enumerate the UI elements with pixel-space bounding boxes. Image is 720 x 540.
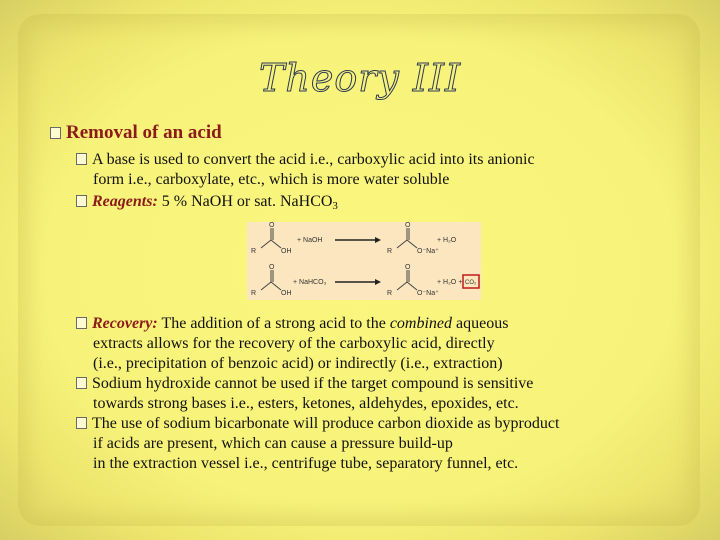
bullet-box-icon: [76, 417, 87, 429]
reaction-row-nahco3: [251, 264, 479, 297]
bullet-text: The use of sodium bicarbonate will produce carbon dioxide as byproduct: [92, 415, 560, 432]
bullet-box-icon: [50, 127, 61, 139]
water-label: + H₂O +: [437, 279, 463, 286]
reagents-label: Reagents:: [92, 193, 158, 210]
carboxylate-label: O⁻Na⁺: [417, 248, 439, 255]
bullet-box-icon: [76, 377, 87, 389]
bullet-text: towards strong bases i.e., esters, ketones, aldehydes, epoxides, etc.: [93, 395, 519, 412]
bullet-text: Sodium hydroxide cannot be used if the target compound is sensitive: [92, 375, 534, 392]
oxygen-label: O: [405, 264, 411, 271]
recovery-label: Recovery:: [92, 315, 158, 332]
heading-bullet: [50, 122, 222, 144]
bullet-text: (i.e., precipitation of benzoic acid) or indirectly (i.e., extraction): [93, 355, 503, 372]
reagent-label: + NaOH: [297, 237, 323, 244]
carboxylate-label: O⁻Na⁺: [417, 290, 439, 297]
bullet-recovery: [76, 314, 676, 374]
bullet-base: [76, 150, 676, 190]
reagent-label: + NaHCO₃: [293, 279, 327, 286]
oh-label: OH: [281, 290, 292, 297]
bullet-text: in the extraction vessel i.e., centrifuge tube, separatory funnel, etc.: [93, 455, 519, 472]
reagents-text: 5 % NaOH or sat. NaHCO: [157, 193, 333, 210]
water-label: + H₂O: [437, 237, 457, 244]
bullet-bicarbonate: [76, 414, 676, 474]
oxygen-label: O: [269, 222, 275, 229]
oxygen-label: O: [405, 222, 411, 229]
oh-label: OH: [281, 248, 292, 255]
heading-text: Removal of an acid: [66, 122, 222, 143]
bullet-text: A base is used to convert the acid i.e., carboxylic acid into its anionic: [92, 151, 535, 168]
slide-title: Theory III: [259, 56, 461, 100]
reaction-row-naoh: [251, 222, 457, 255]
r-group-label: R: [387, 248, 393, 255]
r-group-label: R: [251, 290, 257, 297]
reaction-scheme: [247, 222, 481, 300]
bullet-text: aqueous: [452, 315, 509, 332]
bullet-box-icon: [76, 153, 87, 165]
bullet-box-icon: [76, 195, 87, 207]
bullet-box-icon: [76, 317, 87, 329]
bullet-text: The addition of a strong acid to the: [157, 315, 390, 332]
reagents-subscript: 3: [332, 200, 338, 212]
bullet-text: form i.e., carboxylate, etc., which is more water soluble: [93, 171, 450, 188]
bullet-reagents: [76, 192, 676, 216]
co2-label: CO₂: [465, 280, 477, 286]
oxygen-label: O: [269, 264, 275, 271]
bullet-naoh-warning: [76, 374, 676, 414]
bullet-text: if acids are present, which can cause a pressure build-up: [93, 435, 453, 452]
r-group-label: R: [251, 248, 257, 255]
combined-emphasis: combined: [389, 315, 453, 332]
r-group-label: R: [387, 290, 393, 297]
bullet-text: extracts allows for the recovery of the carboxylic acid, directly: [93, 335, 495, 352]
